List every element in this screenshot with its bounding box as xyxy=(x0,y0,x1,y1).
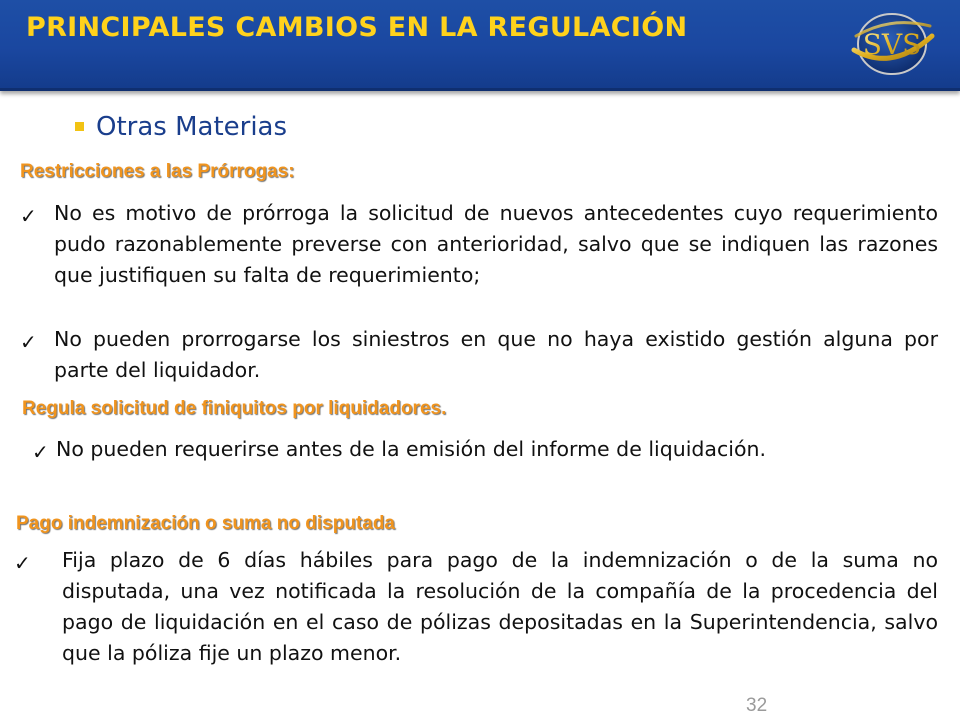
list-item: Fija plazo de 6 días hábiles para pago de la indemnización o de la suma no disputada, una vez notificada la resolución de la compañía de la procedencia del pago de liquidación en el caso de pólizas depositadas en la Superintendencia, salvo que la póliza fije un plazo menor. xyxy=(62,548,938,665)
section-heading: Otras Materias xyxy=(96,112,288,142)
checkmark-icon: ✓ xyxy=(32,440,49,464)
checkmark-icon: ✓ xyxy=(20,330,37,354)
block-heading-finiquitos: Regula solicitud de finiquitos por liquidadores. xyxy=(22,398,447,419)
checkmark-icon: ✓ xyxy=(20,204,37,228)
list-item: No pueden requerirse antes de la emisión del informe de liquidación. xyxy=(56,437,767,461)
svs-logo xyxy=(846,6,938,82)
block-heading-prorrogas: Restricciones a las Prórrogas: xyxy=(20,161,295,182)
header-bar xyxy=(0,0,960,91)
list-item: No es motivo de prórroga la solicitud de nuevos antecedentes cuyo requerimiento pudo razonablemente preverse con anterioridad, salvo que se indiquen las razones que justifiquen su falta de requerimiento; xyxy=(54,201,938,287)
slide-title: PRINCIPALES CAMBIOS EN LA REGULACIÓN xyxy=(26,12,688,43)
block-heading-pago: Pago indemnización o suma no disputada xyxy=(16,513,395,534)
page-number: 32 xyxy=(746,695,768,716)
square-bullet-icon xyxy=(75,122,84,131)
logo-text: SVS xyxy=(862,28,922,61)
checkmark-icon: ✓ xyxy=(14,551,31,575)
list-item: No pueden prorrogarse los siniestros en que no haya existido gestión alguna por parte del liquidador. xyxy=(54,327,938,382)
